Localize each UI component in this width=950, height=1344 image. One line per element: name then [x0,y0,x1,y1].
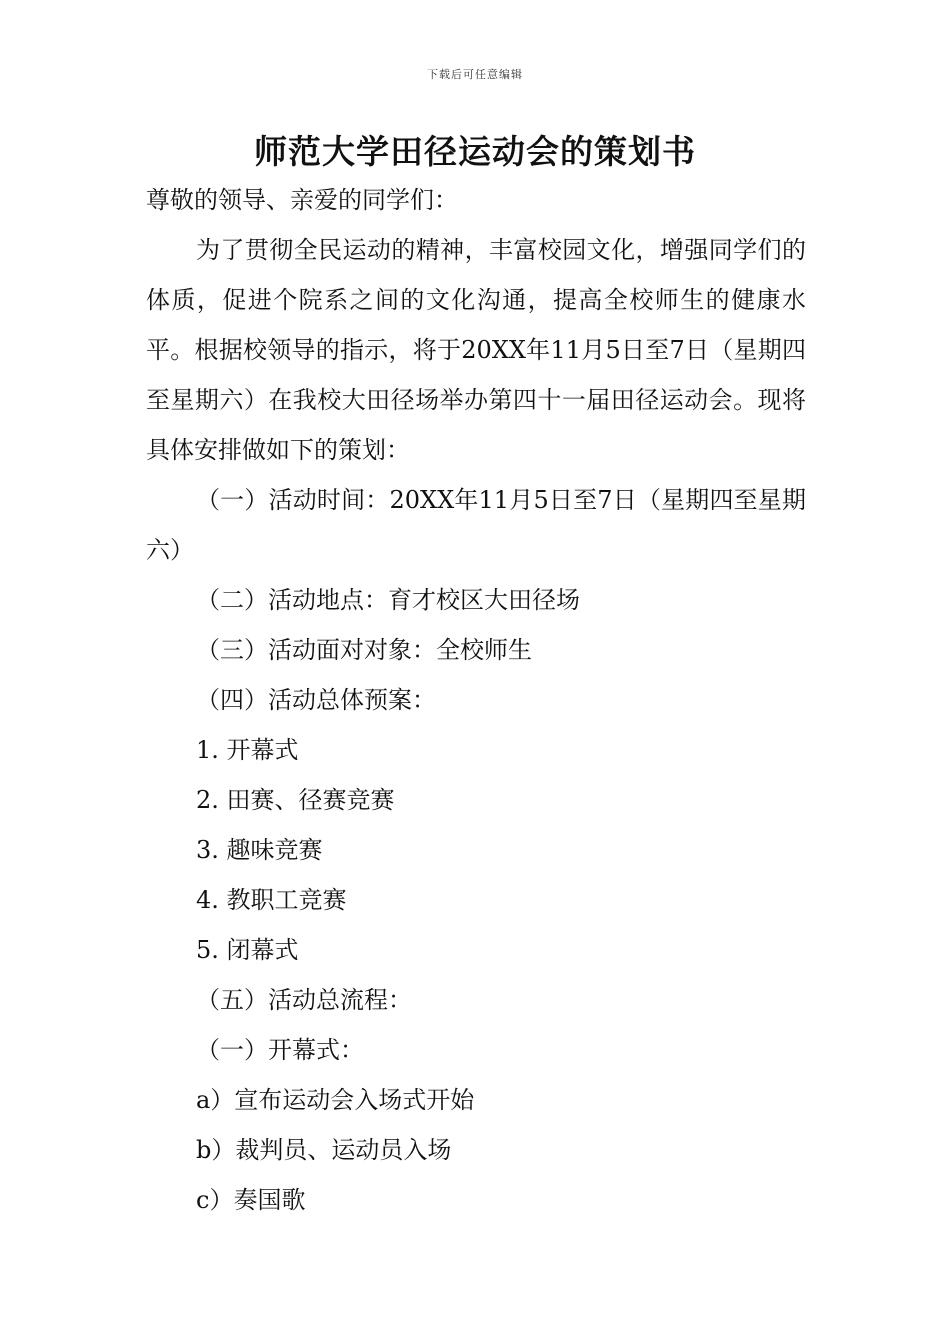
greeting: 尊敬的领导、亲爱的同学们： [146,186,458,214]
opening-item: c）奏国歌 [196,1186,306,1214]
plan-item: 3. 趣味竞赛 [196,836,323,864]
activity-place: （二）活动地点：育才校区大田径场 [196,586,580,614]
plan-item: 1. 开幕式 [196,736,299,764]
opening-item: b）裁判员、运动员入场 [196,1136,452,1164]
opening-item: a）宣布运动会入场式开始 [196,1086,475,1114]
intro-paragraph: 为了贯彻全民运动的精神，丰富校园文化，增强同学们的体质，促进个院系之间的文化沟通，提高全校师生的健康水平。根据校领导的指示，将于20XX年11月5日至7日（星期四至星期六）在我校大田径场举办第四十一届田径运动会。现将具体安排做如下的策划： [146,236,806,464]
plan-item: 4. 教职工竞赛 [196,886,347,914]
document-body [146,175,806,1225]
header-note: 下载后可任意编辑 [427,68,523,81]
process-heading: （五）活动总流程： [196,986,412,1014]
plan-item: 5. 闭幕式 [196,936,299,964]
plan-item: 2. 田赛、径赛竞赛 [196,786,395,814]
activity-target: （三）活动面对对象：全校师生 [196,636,532,664]
overall-plan-heading: （四）活动总体预案： [196,686,436,714]
document-title: 师范大学田径运动会的策划书 [254,132,696,171]
activity-time: （一）活动时间：20XX年11月5日至7日（星期四至星期六） [146,486,806,564]
opening-heading: （一）开幕式： [196,1036,364,1064]
